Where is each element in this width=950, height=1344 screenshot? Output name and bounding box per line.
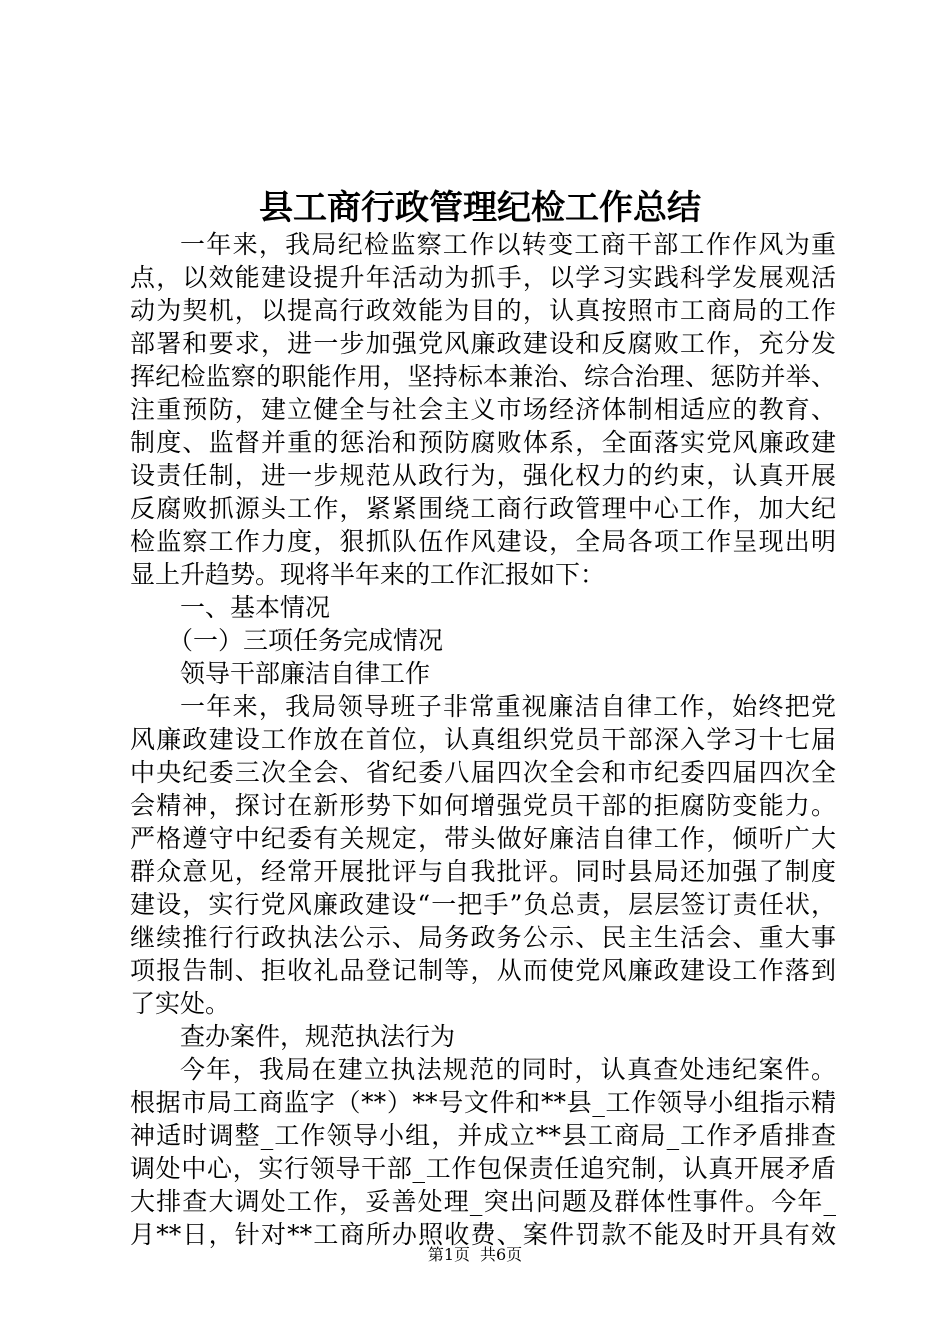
body-line: 注重预防，建立健全与社会主义市场经济体制相适应的教育、 bbox=[130, 395, 836, 424]
body-line: 建设，实行党风廉政建设“一把手”负总责，层层签订责任状， bbox=[130, 890, 836, 919]
body-line: 领导干部廉洁自律工作 bbox=[180, 659, 431, 688]
body-line: 动为契机，以提高行政效能为目的，认真按照市工商局的工作 bbox=[130, 296, 836, 325]
body-line: 一年来，我局领导班子非常重视廉洁自律工作，始终把党 bbox=[180, 692, 836, 721]
body-line: 了实处。 bbox=[130, 989, 231, 1018]
body-line: 月**日，针对**工商所办照收费、案件罚款不能及时开具有效 bbox=[130, 1220, 836, 1249]
body-line: 中央纪委三次全会、省纪委八届四次全会和市纪委四届四次全 bbox=[130, 758, 836, 787]
body-line: 查办案件，规范执法行为 bbox=[180, 1022, 456, 1051]
body-line: 调处中心，实行领导干部_工作包保责任追究制，认真开展矛盾 bbox=[130, 1154, 836, 1183]
body-line: 会精神，探讨在新形势下如何增强党员干部的拒腐防变能力。 bbox=[130, 791, 836, 820]
document-body bbox=[130, 228, 836, 1251]
body-line: 今年，我局在建立执法规范的同时，认真查处违纪案件。 bbox=[180, 1055, 836, 1084]
body-line: （一）三项任务完成情况 bbox=[168, 626, 444, 655]
body-line: 根据市局工商监字（**）**号文件和**县_工作领导小组指示精 bbox=[130, 1088, 836, 1117]
body-line: 部署和要求，进一步加强党风廉政建设和反腐败工作，充分发 bbox=[130, 329, 836, 358]
body-line: 设责任制，进一步规范从政行为，强化权力的约束，认真开展 bbox=[130, 461, 836, 490]
body-line: 点，以效能建设提升年活动为抓手，以学习实践科学发展观活 bbox=[130, 263, 836, 292]
page-total: 共6页 bbox=[480, 1245, 523, 1264]
body-line: 严格遵守中纪委有关规定，带头做好廉洁自律工作，倾听广大 bbox=[130, 824, 836, 853]
body-line: 一、基本情况 bbox=[180, 593, 331, 622]
page-number: 第1页 bbox=[427, 1245, 470, 1264]
page-footer bbox=[0, 1244, 950, 1266]
body-line: 群众意见，经常开展批评与自我批评。同时县局还加强了制度 bbox=[130, 857, 836, 886]
body-line: 挥纪检监察的职能作用，坚持标本兼治、综合治理、惩防并举、 bbox=[130, 362, 836, 391]
body-line: 神适时调整_工作领导小组，并成立**县工商局_工作矛盾排查 bbox=[130, 1121, 836, 1150]
body-line: 检监察工作力度，狠抓队伍作风建设，全局各项工作呈现出明 bbox=[130, 527, 836, 556]
body-line: 制度、监督并重的惩治和预防腐败体系，全面落实党风廉政建 bbox=[130, 428, 836, 457]
body-line: 反腐败抓源头工作，紧紧围绕工商行政管理中心工作，加大纪 bbox=[130, 494, 836, 523]
body-line: 一年来，我局纪检监察工作以转变工商干部工作作风为重 bbox=[180, 230, 836, 259]
body-line: 项报告制、拒收礼品登记制等，从而使党风廉政建设工作落到 bbox=[130, 956, 836, 985]
body-line: 继续推行行政执法公示、局务政务公示、民主生活会、重大事 bbox=[130, 923, 836, 952]
document-title: 县工商行政管理纪检工作总结 bbox=[259, 188, 701, 228]
body-line: 大排查大调处工作，妥善处理_突出问题及群体性事件。今年_ bbox=[130, 1187, 836, 1216]
body-line: 风廉政建设工作放在首位，认真组织党员干部深入学习十七届 bbox=[130, 725, 836, 754]
body-line: 显上升趋势。现将半年来的工作汇报如下： bbox=[130, 560, 606, 589]
